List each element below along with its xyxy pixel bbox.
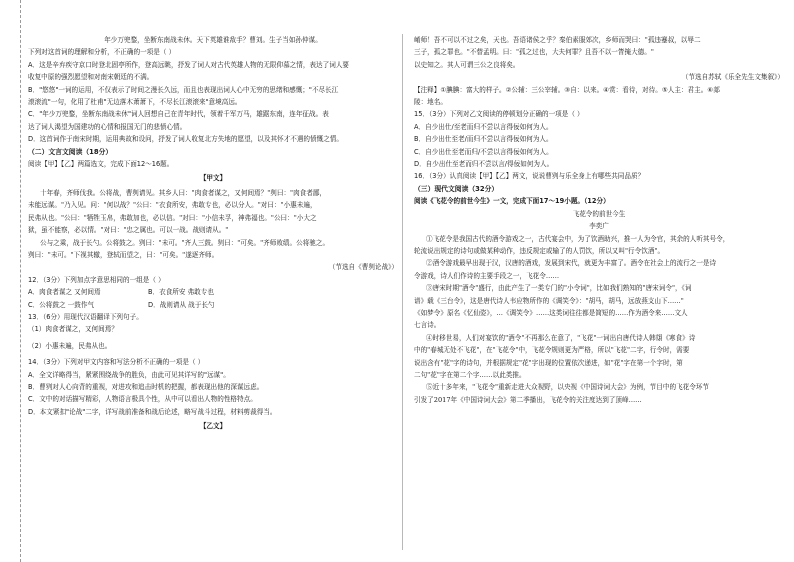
option-b-line1: B．"悠悠"一词的运用，不仅表示了时间之漫长久远，而且也表现出词人心中无穷的思绪和感慨；"不尽长江 <box>28 85 339 94</box>
question-16: 16．（3分）认真阅读【甲】【乙】两文，说说曹刿与乐全身上有哪些共同品质？ <box>414 172 645 181</box>
article-line: 七言诗。 <box>414 321 441 330</box>
passage-a-line: 十年春，齐师伐我。公将战，曹刿请见。其乡人曰："肉食者谋之，又何间焉？"刿曰："肉食者鄙， <box>40 188 327 197</box>
section2-heading: （二）文言文阅读（18分） <box>28 147 113 156</box>
passage-b-source: （节选自苏轼《乐全先生文集叙》） <box>681 73 784 82</box>
binding-margin <box>0 0 21 562</box>
article-line: ①飞花令是我国古代的酒令游戏之一，古代宴会中，为了饮酒助兴，推一人为令官，其余的人听其号令， <box>426 234 730 243</box>
q15-option-b[interactable]: B．自少出仕至老/而归不尝以言得佞如何为人。 <box>414 135 553 144</box>
article-line: ③唐宋时期"酒令"盛行，由此产生了一类专门的"小令词"，比如我们熟知的"唐宋词令"，《词 <box>426 284 692 293</box>
passage-a-line: 未能远谋。"乃入见。问："何以战？"公曰："衣食所安，弗敢专也，必以分人。"对曰："小惠未遍， <box>28 201 317 210</box>
left-column <box>28 34 398 435</box>
article-line: 二句"花"字在第二个字……以此类推。 <box>414 370 526 379</box>
q12-option-c[interactable]: C．公将鼓之 一鼓作气 <box>28 300 95 309</box>
right-column <box>414 34 784 406</box>
option-c-line2: 达了词人渴望为国建功的心情和报国无门的悲愤心情。 <box>28 122 187 131</box>
notes-cont: 陵：地名。 <box>414 98 447 107</box>
passage-b-line: 以史知之。其人可谓三公之良将矣。 <box>414 60 520 69</box>
q12-options-row2 <box>28 299 398 311</box>
q13-item-2: （2）小惠未遍，民弗从也。 <box>28 341 112 350</box>
option-d-line1: D．这首词作于南宋时期，运用典故和设问，抒发了词人收复北方失地的愿望，以及其怀才不遇的愤慨之情。 <box>28 135 343 144</box>
passage-a-line: 公与之乘，战于长勺。公将鼓之。刿曰："未可。"齐人三鼓。刿曰："可矣。"齐师败绩。公将驰之。 <box>40 238 330 247</box>
passage-a-title: 【甲文】 <box>199 174 227 183</box>
q14-option-c[interactable]: C．文中的对话描写精彩，人物语言极具个性，从中可以看出人物的性格特点。 <box>28 395 257 404</box>
article-line: ②酒令游戏最早出现于汉，汉唐的酒戏，发展到宋代，就更为丰富了。酒令在社会上的流行之一是诗 <box>426 259 717 268</box>
article-line: 令游戏，诗人们作诗的主要手段之一，飞花令…… <box>414 271 560 280</box>
q14-option-a[interactable]: A．全文详略得当，紧紧围绕战争的胜负，由此可见其详写的"远谋"。 <box>28 370 230 379</box>
article-title: 飞花令的前世今生 <box>572 209 626 218</box>
q12-options-row1 <box>28 286 398 298</box>
article-line: 轮流说出规定的诗句或做某种动作，违反规定或输了的人罚饮，所以又叫"行令饮酒"。 <box>414 246 665 255</box>
option-a-line2: 收复中原的强烈愿望和对南宋朝廷的不满。 <box>28 73 154 82</box>
poem-last-line: 年少万兜鍪，坐断东南战未休。天下英雄谁敌手？曹刘。生子当如孙仲谋。 <box>104 36 322 44</box>
article-author: 李奕广 <box>589 222 609 231</box>
article-line: 引发了2017年《中国诗词大会》第二季播出，飞花令的关注度达到了顶峰…… <box>414 395 642 404</box>
q15-option-a[interactable]: A．自少出仕/至老而归不尝以言得佞如何为人。 <box>414 122 553 131</box>
passage-a-line: 民弗从也。"公曰："牺牲玉帛，弗敢加也，必以信。"对曰："小信未孚，神弗福也。"公曰："小大之 <box>28 213 317 222</box>
q12-option-b[interactable]: B．衣食所安 弗敢专也 <box>148 288 214 297</box>
question-12: 12．（3分）下列加点字意思相同的一组是（ ） <box>28 275 165 284</box>
q15-option-d[interactable]: D．自少出仕至老而归不尝以言/得佞如何为人。 <box>414 160 554 169</box>
q13-item-1: （1）肉食者谋之，又何间焉？ <box>28 325 118 334</box>
passage-a-line: 刿曰："未可。"下视其辙，登轼而望之，曰："可矣。"遂逐齐师。 <box>28 250 219 259</box>
q12-option-a[interactable]: A．肉食者谋之 又何间焉 <box>28 288 101 297</box>
question-prompt: 下列对这首词的理解和分析，不正确的一项是（ ） <box>28 48 176 57</box>
question-14: 14．（3分）下列对甲文内容和写法分析不正确的一项是（ ） <box>28 358 205 367</box>
article-line: 说出含有"花"字的诗句，并根据规定"花"字出现的位置依次递进，如"花"字在第一个字时，第 <box>414 358 683 367</box>
q14-option-b[interactable]: B．曹刿对人心向背的重视，对进攻和追击时机的把握，都表现出他的深谋远虑。 <box>28 382 264 391</box>
passage-a-source: （节选自《曹刿论战》） <box>328 263 398 272</box>
column-divider <box>402 34 403 550</box>
option-b-line2: 滚滚流"一句，化用了杜甫"无边落木萧萧下，不尽长江滚滚来"意境高远。 <box>28 98 242 107</box>
passage-b-line: 三子，孤之罪也。"不替孟明。曰："孤之过也，大夫何罪？且吾不以一眚掩大德。" <box>414 48 654 57</box>
q15-option-c[interactable]: C．自少出仕至老而归/不尝以言得佞如何为人。 <box>414 147 553 156</box>
passage-a-line: 狱，虽不能察，必以情。"对曰："忠之属也。可以一战。战则请从。" <box>28 226 229 235</box>
article-line: 中的"春城无处不飞花"，在"飞花令"中，飞花令规则更为严格，所以"飞花"二字，行令时，需要 <box>414 346 690 355</box>
question-13: 13．（6分）用现代汉语翻译下列句子。 <box>28 312 143 321</box>
option-c-line1: C．"年少万兜鍪，坐断东南战未休"词人回想自己在青年时代，领着千军万马，雄踞东南，连年征战。表 <box>28 110 329 119</box>
read-instruction-3: 阅读《飞花令的前世今生》一文，完成下面17～19小题。（12分） <box>414 197 610 206</box>
read-instruction: 阅读【甲】【乙】两篇选文，完成下面12～16题。 <box>28 160 174 169</box>
option-a-line1: A．这是辛弃疾守京口时登北固亭所作，登高远眺，抒发了词人对古代英雄人物的无限仰慕之情，表达了词人要 <box>28 60 350 69</box>
article-line: ④时移世易，人们对宴饮的"酒令"不再那么在意了，"飞花"一词出自唐代诗人韩翃《寒食》诗 <box>426 333 696 342</box>
q12-option-d[interactable]: D．战则请从 战于长勺 <box>148 300 215 309</box>
passage-b-line: 崤师！吾不可以不过之矣，天也。吾语诸侯之乎？秦伯素服郊次，乡师而哭曰："孤违蹇叔，以辱二 <box>414 36 701 44</box>
question-15: 15．（3分）下列对乙文阅读的停顿划分正确的一项是（ ） <box>414 110 584 119</box>
article-line: ⑤近十多年来，"飞花令"重新走进大众视野，以央视《中国诗词大会》为例，节目中的飞花令环节 <box>426 383 710 392</box>
passage-b-title: 【乙文】 <box>199 422 227 431</box>
article-line: 《如梦令》原名《忆仙姿》，…《调笑令》……这类词往往都是简短的……作为酒令来……文人 <box>414 308 688 317</box>
notes: 【注释】①腆腆：富大的样子。②公辅：三公宰辅。③自：以来。④赏：看待，对待。⑤人主：君主。⑥郯 <box>414 85 720 94</box>
q14-option-d[interactable]: D．本文紧扣"论战"二字，详写战前准备和战后论述，略写战斗过程，材料剪裁得当。 <box>28 407 277 416</box>
article-line: 谱》载《三台令》，这是唐代诗人韦应物所作的《调笑令》："胡马，胡马，远放燕支山下……" <box>414 296 684 305</box>
section3-heading: （三）现代文阅读（32分） <box>414 184 499 193</box>
